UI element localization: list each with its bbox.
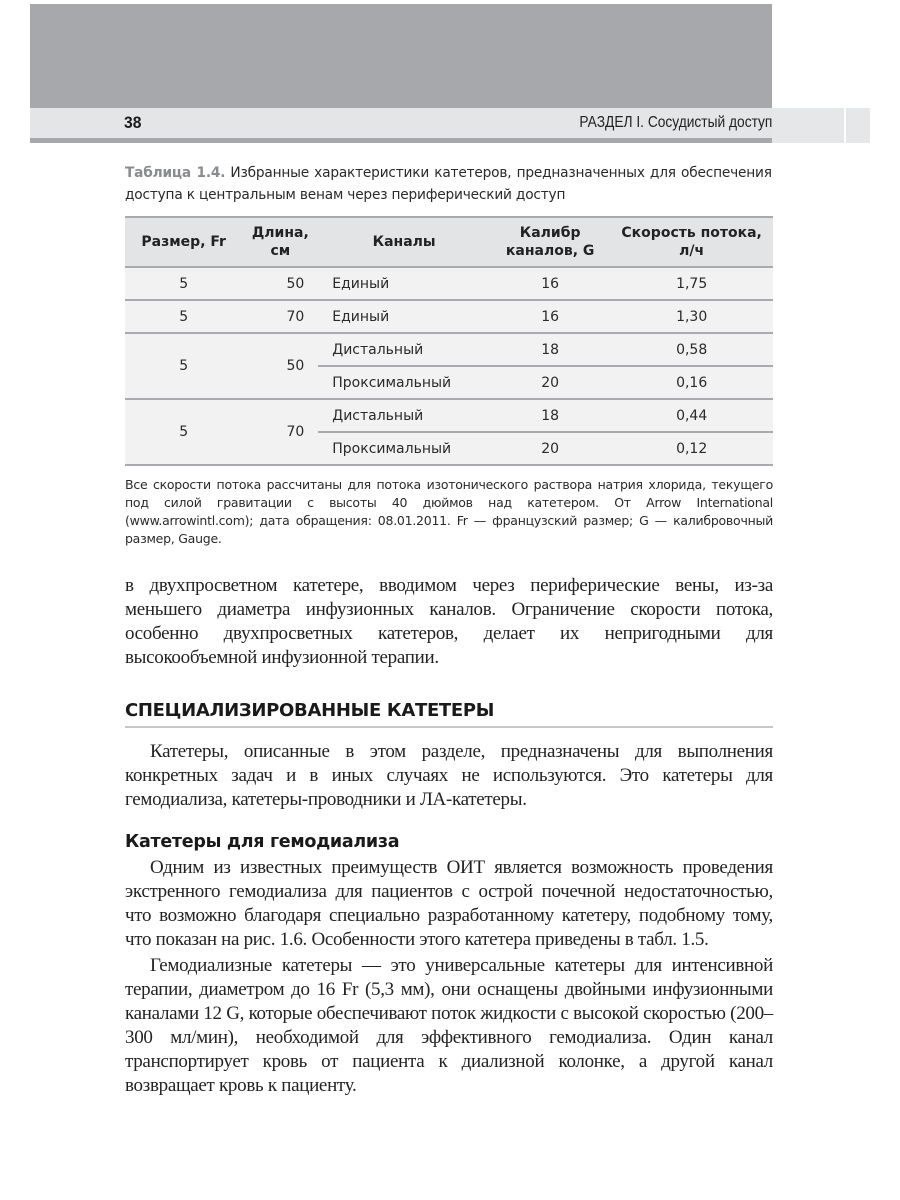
col-channels: Каналы (318, 217, 490, 267)
running-head-tab-edge (846, 108, 870, 143)
cell-gauge: 16 (490, 267, 610, 300)
page-number: 38 (124, 113, 142, 132)
paragraph-specialized: Катетеры, описанные в этом разделе, предназначены для выполнения конкретных задач и в иных случаях не используются. Это катетеры для гемодиализа, катетеры-проводники и ЛА-катетеры. (125, 741, 773, 810)
col-gauge: Калибр каналов, G (490, 217, 610, 267)
cell-channel: Дистальный (318, 333, 490, 366)
catheter-table (125, 216, 773, 466)
table-row (125, 267, 773, 300)
cell-size: 5 (125, 333, 242, 399)
col-length: Длина, см (242, 217, 318, 267)
cell-gauge: 18 (490, 399, 610, 432)
cell-flow: 0,16 (610, 366, 773, 399)
paragraph-hemodialysis-2: Гемодиализные катетеры — это универсальные катетеры для интенсивной терапии, диаметром до 16 Fr (5,3 мм), они оснащены двойными инфузионными каналами 12 G, которые обеспечивают поток жидкости с высокой скоростью (200–300 мл/мин), необходимой для эффективного гемодиализа. Один канал транспортирует кровь от пациента к диализной колонке, а другой канал возвращает кровь к пациенту. (125, 955, 773, 1096)
header-band (30, 4, 772, 108)
page-content (125, 162, 773, 1098)
cell-gauge: 18 (490, 333, 610, 366)
cell-length: 50 (242, 267, 318, 300)
cell-channel: Единый (318, 267, 490, 300)
cell-channel: Единый (318, 300, 490, 333)
cell-size: 5 (125, 399, 242, 465)
col-flow: Скорость потока, л/ч (610, 217, 773, 267)
cell-size: 5 (125, 300, 242, 333)
heading-specialized-catheters: СПЕЦИАЛИЗИРОВАННЫЕ КАТЕТЕРЫ (125, 700, 773, 728)
cell-flow: 0,12 (610, 432, 773, 465)
running-section-title: РАЗДЕЛ I. Сосудистый доступ (579, 114, 772, 131)
cell-length: 70 (242, 399, 318, 465)
cell-flow: 1,75 (610, 267, 773, 300)
cell-size: 5 (125, 267, 242, 300)
paragraph-continued: в двухпросветном катетере, вводимом через периферические вены, из-за меньшего диаметра инфузионных каналов. Ограничение скорости потока, особенно двухпросветных катетеров, делает их непригодными для высокообъемной инфузионной терапии. (125, 575, 773, 668)
table-footnote: Все скорости потока рассчитаны для потока изотонического раствора натрия хлорида, текущего под силой гравитации с высоты 40 дюймов над катетером. От Arrow International (www.arrowintl.com); дата обращения: 08.01.2011. Fr — французский размер; G — калибровочный размер, Gauge. (125, 477, 773, 546)
table-caption-label: Таблица 1.4. (125, 165, 226, 181)
cell-flow: 0,44 (610, 399, 773, 432)
cell-length: 50 (242, 333, 318, 399)
table-row (125, 300, 773, 333)
cell-flow: 1,30 (610, 300, 773, 333)
table-caption-text: Избранные характеристики катетеров, предназначенных для обеспечения доступа к центральным венам через периферический доступ (125, 165, 772, 203)
cell-gauge: 20 (490, 366, 610, 399)
table-caption (125, 162, 772, 206)
cell-gauge: 20 (490, 432, 610, 465)
col-size: Размер, Fr (125, 217, 242, 267)
cell-gauge: 16 (490, 300, 610, 333)
cell-channel: Проксимальный (318, 432, 490, 465)
cell-length: 70 (242, 300, 318, 333)
running-head-tab (772, 108, 844, 143)
cell-channel: Проксимальный (318, 366, 490, 399)
table-row (125, 333, 773, 366)
table-header-row (125, 217, 773, 267)
cell-flow: 0,58 (610, 333, 773, 366)
paragraph-hemodialysis-1: Одним из известных преимуществ ОИТ является возможность проведения экстренного гемодиализа для пациентов с острой почечной недостаточностью, что возможно благодаря специально разработанному катетеру, подобному тому, что показан на рис. 1.6. Особенности этого катетера приведены в табл. 1.5. (125, 857, 773, 950)
heading-hemodialysis-catheters: Катетеры для гемодиализа (125, 832, 400, 852)
cell-channel: Дистальный (318, 399, 490, 432)
table-row (125, 399, 773, 432)
